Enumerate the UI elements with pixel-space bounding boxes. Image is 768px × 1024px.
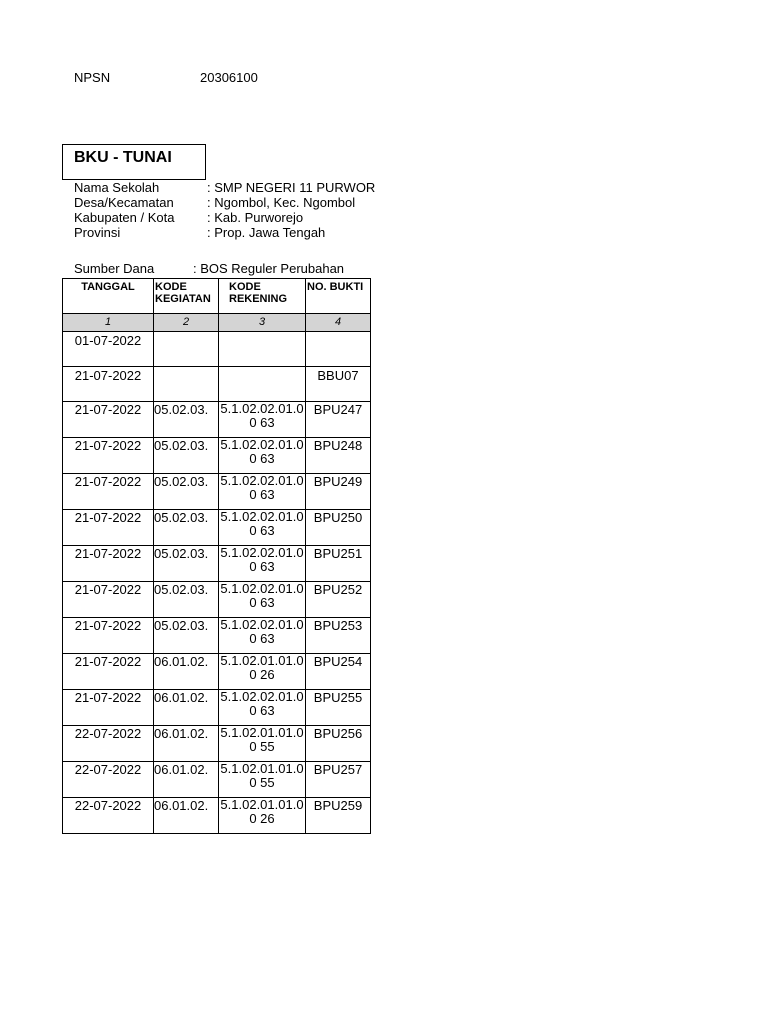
kode-rekening-text: 5.1.02.02.01.0 0 63 (220, 618, 304, 646)
cell-no-bukti: BPU256 (306, 726, 371, 762)
cell-tanggal: 21-07-2022 (63, 582, 154, 618)
cell-kode-kegiatan: 06.01.02. (154, 726, 219, 762)
info-value-provinsi: : Prop. Jawa Tengah (207, 225, 326, 240)
table-row (63, 798, 371, 834)
kode-rekening-text: 5.1.02.02.01.0 0 63 (220, 438, 304, 466)
cell-kode-kegiatan: 05.02.03. (154, 618, 219, 654)
cell-kode-kegiatan (154, 332, 219, 367)
info-value-kabupaten: : Kab. Purworejo (207, 210, 304, 225)
cell-kode-kegiatan (154, 367, 219, 402)
info-label-nama-sekolah: Nama Sekolah (74, 180, 160, 195)
cell-no-bukti: BPU247 (306, 402, 371, 438)
cell-no-bukti: BPU248 (306, 438, 371, 474)
cell-kode-rekening (219, 654, 306, 690)
cell-tanggal: 22-07-2022 (63, 762, 154, 798)
column-number-row (63, 314, 371, 332)
column-number: 2 (154, 314, 219, 332)
cell-kode-kegiatan: 05.02.03. (154, 510, 219, 546)
kode-rekening-text: 5.1.02.02.01.0 0 63 (220, 690, 304, 718)
npsn-value: 20306100 (200, 70, 258, 85)
cell-no-bukti: BPU252 (306, 582, 371, 618)
cell-tanggal: 22-07-2022 (63, 798, 154, 834)
info-value-desa: : Ngombol, Kec. Ngombol (207, 195, 356, 210)
cell-kode-kegiatan: 05.02.03. (154, 438, 219, 474)
cell-kode-rekening (219, 726, 306, 762)
sumber-dana-value: : BOS Reguler Perubahan (193, 261, 345, 276)
title-box (62, 144, 206, 180)
table-row (63, 654, 371, 690)
cell-kode-rekening (219, 582, 306, 618)
info-label-desa: Desa/Kecamatan (74, 195, 174, 210)
table-header-row (63, 279, 371, 314)
table-row (63, 474, 371, 510)
table-row (63, 510, 371, 546)
cell-kode-rekening (219, 618, 306, 654)
kode-rekening-text: 5.1.02.01.01.0 0 26 (220, 798, 304, 826)
cell-kode-rekening (219, 798, 306, 834)
kode-rekening-text: 5.1.02.02.01.0 0 63 (220, 474, 304, 502)
cell-kode-kegiatan: 05.02.03. (154, 546, 219, 582)
info-label-kabupaten: Kabupaten / Kota (74, 210, 175, 225)
cell-kode-kegiatan: 06.01.02. (154, 798, 219, 834)
cell-kode-rekening (219, 438, 306, 474)
cell-no-bukti: BPU254 (306, 654, 371, 690)
info-label-provinsi: Provinsi (74, 225, 121, 240)
cell-kode-kegiatan: 06.01.02. (154, 690, 219, 726)
cell-kode-rekening (219, 510, 306, 546)
cell-tanggal: 21-07-2022 (63, 474, 154, 510)
bku-table (62, 278, 371, 834)
cell-kode-kegiatan: 05.02.03. (154, 474, 219, 510)
cell-kode-rekening (219, 367, 306, 402)
cell-kode-rekening (219, 762, 306, 798)
table-row (63, 438, 371, 474)
cell-kode-rekening (219, 332, 306, 367)
table-row (63, 402, 371, 438)
cell-tanggal: 21-07-2022 (63, 367, 154, 402)
cell-no-bukti: BPU259 (306, 798, 371, 834)
cell-tanggal: 21-07-2022 (63, 510, 154, 546)
col-header-no-bukti: NO. BUKTI (306, 279, 371, 314)
col-header-kode-kegiatan: KODE KEGIATAN (154, 279, 219, 314)
kode-rekening-text (220, 367, 304, 401)
npsn-label: NPSN (74, 70, 111, 85)
cell-kode-rekening (219, 402, 306, 438)
cell-no-bukti: BPU255 (306, 690, 371, 726)
table-body (63, 332, 371, 834)
sumber-dana-label: Sumber Dana (74, 261, 155, 276)
cell-kode-rekening (219, 546, 306, 582)
kode-rekening-text: 5.1.02.02.01.0 0 63 (220, 546, 304, 574)
table-row (63, 618, 371, 654)
cell-kode-kegiatan: 05.02.03. (154, 582, 219, 618)
kode-rekening-text: 5.1.02.02.01.0 0 63 (220, 402, 304, 430)
cell-no-bukti: BPU249 (306, 474, 371, 510)
cell-tanggal: 21-07-2022 (63, 438, 154, 474)
kode-rekening-text: 5.1.02.02.01.0 0 63 (220, 582, 304, 610)
table-row (63, 367, 371, 402)
cell-tanggal: 21-07-2022 (63, 546, 154, 582)
table-row (63, 546, 371, 582)
table-row (63, 332, 371, 367)
cell-no-bukti: BPU253 (306, 618, 371, 654)
cell-tanggal: 21-07-2022 (63, 654, 154, 690)
cell-no-bukti: BPU251 (306, 546, 371, 582)
table-row (63, 582, 371, 618)
cell-no-bukti: BBU07 (306, 367, 371, 402)
column-number: 3 (219, 314, 306, 332)
cell-tanggal: 21-07-2022 (63, 402, 154, 438)
cell-kode-kegiatan: 05.02.03. (154, 402, 219, 438)
table-row (63, 762, 371, 798)
table-row (63, 726, 371, 762)
kode-rekening-text: 5.1.02.01.01.0 0 55 (220, 762, 304, 790)
cell-no-bukti: BPU257 (306, 762, 371, 798)
kode-rekening-text (220, 332, 304, 366)
cell-kode-rekening (219, 474, 306, 510)
cell-no-bukti (306, 332, 371, 367)
cell-no-bukti: BPU250 (306, 510, 371, 546)
page-title: BKU - TUNAI (74, 149, 172, 166)
col-header-kode-rekening: KODE REKENING (219, 279, 306, 314)
column-number: 1 (63, 314, 154, 332)
cell-kode-rekening (219, 690, 306, 726)
table-row (63, 690, 371, 726)
cell-tanggal: 01-07-2022 (63, 332, 154, 367)
cell-tanggal: 21-07-2022 (63, 618, 154, 654)
cell-tanggal: 22-07-2022 (63, 726, 154, 762)
cell-tanggal: 21-07-2022 (63, 690, 154, 726)
kode-rekening-text: 5.1.02.01.01.0 0 26 (220, 654, 304, 682)
column-number: 4 (306, 314, 371, 332)
kode-rekening-text: 5.1.02.02.01.0 0 63 (220, 510, 304, 538)
info-value-nama-sekolah: : SMP NEGERI 11 PURWOR (207, 180, 376, 195)
kode-rekening-text: 5.1.02.01.01.0 0 55 (220, 726, 304, 754)
cell-kode-kegiatan: 06.01.02. (154, 654, 219, 690)
col-header-tanggal: TANGGAL (63, 279, 154, 314)
cell-kode-kegiatan: 06.01.02. (154, 762, 219, 798)
